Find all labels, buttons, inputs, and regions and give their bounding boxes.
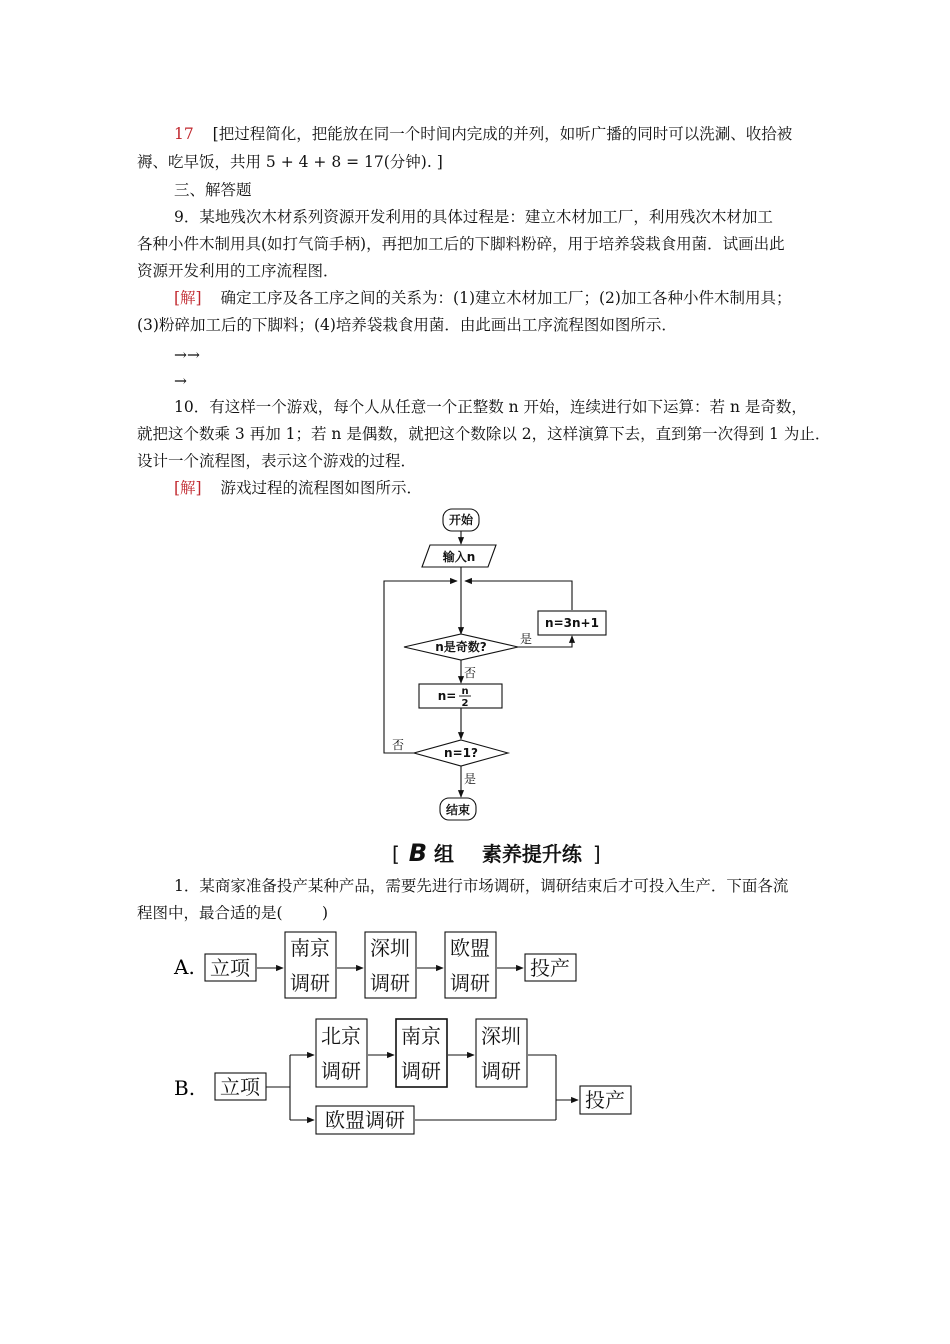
- group-b-header: [392, 838, 601, 867]
- no-label-2: 否: [392, 738, 405, 752]
- q10-line1: 10．有这样一个游戏，每个人从任意一个正整数 n 开始，连续进行如下运算：若 n 是奇数，: [174, 398, 807, 416]
- q9-line1: 9．某地残次木材系列资源开发利用的具体过程是：建立木材加工厂，利用残次木材加工: [174, 208, 773, 226]
- yes-label-1: 是: [520, 632, 533, 646]
- q9-line2: 各种小件木制用具(如打气筒手柄)，再把加工后的下脚料粉碎，用于培养袋栽食用菌．试画出此: [137, 235, 785, 253]
- b-text-shenzhen: 深圳: [481, 1024, 521, 1048]
- a-text-oumeng: 欧盟: [450, 936, 490, 960]
- solution-tag: [解]: [174, 289, 202, 307]
- a-text-shenzhen: 深圳: [370, 936, 410, 960]
- b-text-beijing: 北京: [321, 1024, 361, 1048]
- q10-line2: 就把这个数乘 3 再加 1；若 n 是偶数，就把这个数除以 2，这样演算下去，直到第一次得到 1 为止．: [137, 425, 831, 443]
- section-heading: 三、解答题: [174, 181, 252, 199]
- bracket-left: [: [392, 842, 400, 866]
- arrow-row-1: →→: [174, 346, 200, 364]
- one-question-label: n=1?: [444, 746, 478, 760]
- multiply-label: n=3n+1: [545, 616, 599, 630]
- game-flowchart: [0, 500, 950, 830]
- a-text-diaoyan-2: 调研: [370, 971, 410, 995]
- b-text-oumeng: 欧盟调研: [325, 1108, 405, 1132]
- answer-17-line2: 褥、吃早饭，共用 5 + 4 + 8 = 17(分钟). ]: [137, 153, 443, 171]
- solution-tag: [解]: [174, 479, 202, 497]
- a-text-diaoyan-1: 调研: [290, 971, 330, 995]
- group-letter: B: [408, 839, 428, 867]
- half-numerator: n: [461, 686, 469, 697]
- arrow-row-2: →: [174, 372, 187, 390]
- no-label-1: 否: [464, 666, 477, 680]
- b-text-lixiang: 立项: [220, 1075, 260, 1099]
- half-label: n=: [437, 689, 457, 703]
- end-label: 结束: [445, 803, 471, 817]
- input-label: 输入n: [442, 550, 476, 564]
- option-b-label: B.: [174, 1076, 196, 1100]
- answer-number: 17: [174, 125, 194, 143]
- b-text-diaoyan-3: 调研: [481, 1059, 521, 1083]
- solution-text: 确定工序及各工序之间的关系为：(1)建立木材加工厂；(2)加工各种小件木制用具；: [220, 289, 792, 307]
- b-text-diaoyan-2: 调研: [401, 1059, 441, 1083]
- option-a-label: A.: [174, 955, 195, 979]
- b-text-touchan: 投产: [585, 1088, 625, 1112]
- q9-solution-line1: [174, 288, 791, 308]
- start-label: 开始: [448, 513, 474, 527]
- solution-text: 游戏过程的流程图如图所示．: [220, 479, 423, 497]
- b-text-diaoyan-1: 调研: [321, 1059, 361, 1083]
- q1-line1: 1．某商家准备投产某种产品，需要先进行市场调研，调研结束后才可投入生产．下面各流: [174, 877, 789, 895]
- answer-text: [把过程简化，把能放在同一个时间内完成的并列，如听广播的同时可以洗涮、收拾被: [212, 125, 793, 143]
- b-text-nanjing: 南京: [401, 1024, 441, 1048]
- options-diagram: [0, 925, 950, 1145]
- q9-solution-line2: (3)粉碎加工后的下脚料；(4)培养袋栽食用菌．由此画出工序流程图如图所示．: [137, 316, 677, 334]
- a-text-lixiang: 立项: [210, 956, 250, 980]
- a-text-touchan: 投产: [530, 956, 570, 980]
- yes-label-2: 是: [464, 772, 477, 786]
- q10-solution: [174, 478, 422, 498]
- odd-question-label: n是奇数?: [435, 640, 487, 654]
- answer-17-line1: [174, 124, 792, 144]
- a-text-diaoyan-3: 调研: [450, 971, 490, 995]
- half-denominator: 2: [461, 698, 469, 709]
- q1-line2: 程图中，最合适的是( ): [137, 904, 329, 922]
- bracket-right: ]: [592, 842, 601, 866]
- q9-line3: 资源开发利用的工序流程图．: [137, 262, 339, 280]
- a-text-nanjing: 南京: [290, 936, 330, 960]
- q10-line3: 设计一个流程图，表示这个游戏的过程．: [137, 452, 417, 470]
- group-title: 组 素养提升练: [434, 842, 582, 866]
